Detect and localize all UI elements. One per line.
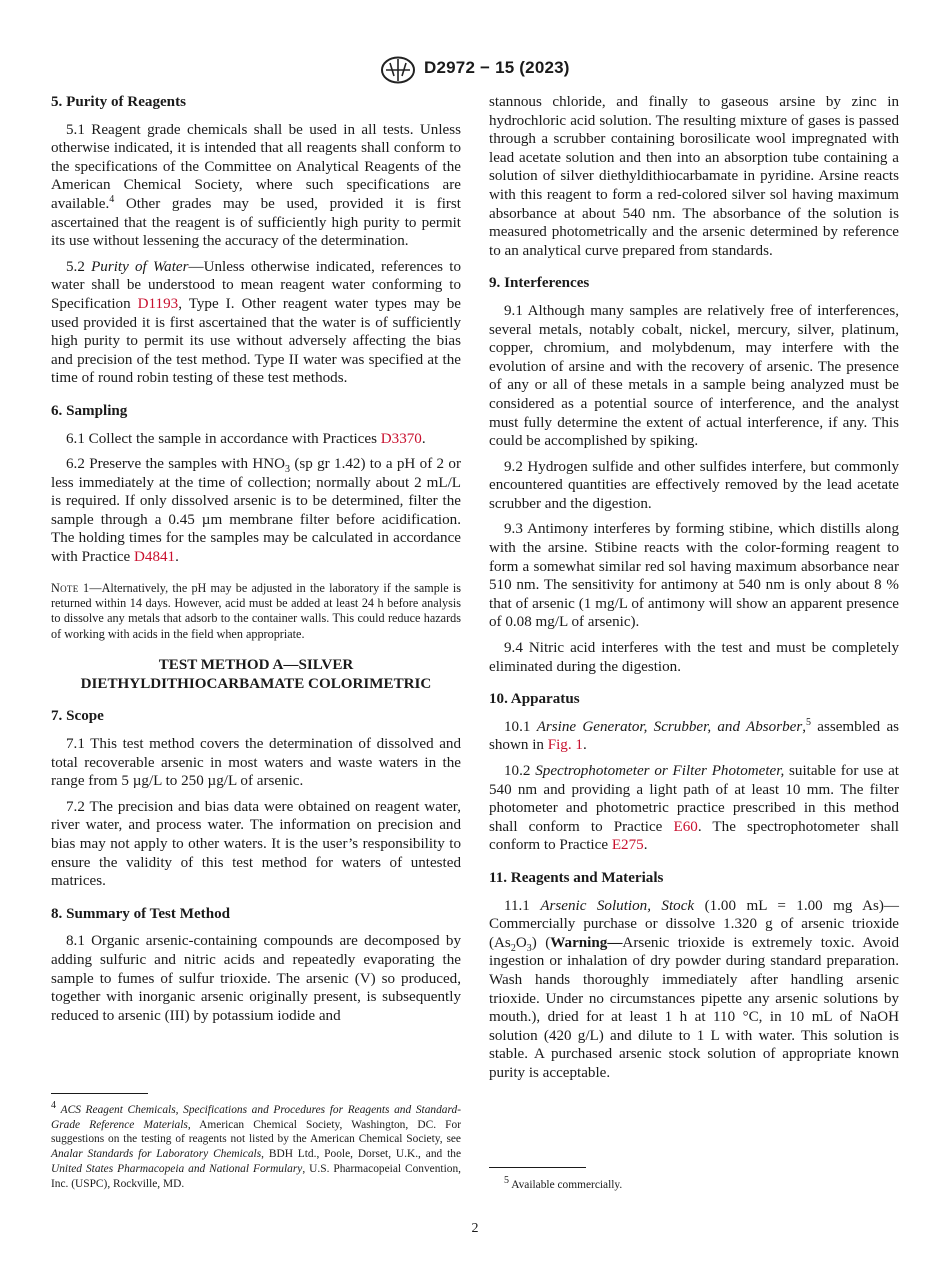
section-9 (489, 274, 899, 676)
note-1: Note 1—Alternatively, the pH may be adjusted in the laboratory if the sample is returned within 14 days. However, acid must be added at least 24 h before analysis to dissolve any metals that adsorb to the container walls. This could reduce hazards of working with acids in the field when appropriate. (51, 580, 461, 641)
section-11 (489, 869, 899, 1083)
section-8-title: 8. Summary of Test Method (51, 905, 231, 922)
para-5-2: 5.2 Purity of Water—Unless otherwise indicated, references to water shall be understood to mean reagent water conforming to Specification D1193, Type I. Other reagent water types may be used provided it is first ascertained that the water is of sufficiently high purity to permit its use without adversely affecting the bias and precision of the test method. Type II water was specified at the time of round robin testing of these test methods. (51, 258, 461, 387)
para-9-4: 9.4 Nitric acid interferes with the test and must be completely eliminated during the digestion. (489, 640, 899, 675)
astm-logo-icon (380, 56, 416, 84)
left-column (51, 93, 461, 1039)
para-6-2: 6.2 Preserve the samples with $HNO_3$ (sp gr 1.42) to a pH of 2 or less immediately at the time of collection; normally about 2 mL/L is required. If only dissolved arsenic is to be determined, filter the sample through a 0.45 µm membrane filter before acidification. The holding times for the samples may be calculated in accordance with Practice D4841. (51, 456, 461, 566)
para-7-2: 7.2 The precision and bias data were obtained on reagent water, river water, and process water. The information on precision and bias may not apply to other waters. It is the user’s responsibility to ensure the validity of this test method for waters of untested matrices. (51, 798, 461, 890)
section-6-title: 6. Sampling (51, 402, 128, 419)
para-5-1: 5.1 Reagent grade chemicals shall be used in all tests. Unless otherwise indicated, it is intended that all reagents shall conform to the specifications of the Committee on Analytical Reagents of the American Chemical Society, where such specifications are available.$^4$ Other grades may be used, provided it is first ascertained that the reagent is of sufficiently high purity to permit its use without lessening the accuracy of the determination. (51, 121, 461, 250)
method-a-heading: TEST METHOD A—SILVER DIETHYLDITHIOCARBAMATE COLORIMETRIC (80, 657, 432, 692)
section-8 (51, 905, 461, 1026)
footnote-5: $^5$ Available commercially. (504, 1175, 623, 1191)
para-8-1: 8.1 Organic arsenic-containing compounds are decomposed by adding sulfuric and nitric acids and repeatedly evaporating the sample to fumes of sulfur trioxide. The arsenic (V) so produced, together with inorganic arsenic originally present, is subsequently reduced to arsenic (III) by potassium iodide and (51, 933, 461, 1024)
para-8-1-continued: stannous chloride, and finally to gaseous arsine by zinc in hydrochloric acid solution. The resulting mixture of gases is passed through a scrubber containing borosilicate wool impregnated with lead acetate solution and then into an absorption tube containing a solution of silver diethyldithiocarbamate in pyridine. Arsine reacts with this reagent to form a red-colored silver sol having maximum absorbance at about 540 nm. The absorbance of the solution is measured photometrically and the arsenic determined by reference to an analytical curve prepared from standards. (489, 94, 899, 259)
para-9-3: 9.3 Antimony interferes by forming stibine, which distills along with the arsine. Stibine reacts with the color-forming reagent to form a somewhat similar red sol having maximum absorbance near 510 nm. The sensitivity for antimony at 540 nm is only about 8 % that of arsenic (1 mg/L of antimony will show an apparent presence of 0.08 mg/L of arsenic). (489, 521, 899, 631)
para-9-2: 9.2 Hydrogen sulfide and other sulfides interfere, but commonly encountered quantities are effectively removed by the lead acetate scrubber and the digestion. (489, 458, 899, 512)
link-fig-1[interactable]: Fig. 1 (547, 737, 583, 754)
footnote-rule-right (489, 1167, 586, 1168)
para-10-1: 10.1 Arsine Generator, Scrubber, and Absorber,$^5$ assembled as shown in Fig. 1. (489, 716, 900, 754)
section-6 (51, 402, 461, 567)
section-7-title: 7. Scope (51, 708, 104, 725)
para-10-2: 10.2 Spectrophotometer or Filter Photometer, suitable for use at 540 nm and providing a light path of at least 10 mm. The filter photometer and photometric practice prescribed in this method shall conform to Practice E60. The spectrophotometer shall conform to Practice E275. (489, 763, 899, 854)
link-d4841[interactable]: D4841 (134, 549, 176, 566)
document-designation: D2972 − 15 (2023) (424, 58, 570, 77)
page-number: 2 (471, 1221, 479, 1236)
link-e60[interactable]: E60 (673, 818, 698, 835)
para-11-1: 11.1 Arsenic Solution, Stock (1.00 mL = 1.00 mg As)—Commercially purchase or dissolve 1.320 g of arsenic trioxide $(As_2O_3)$ (Warning—Arsenic trioxide is extremely toxic. Avoid ingestion or inhalation of dry powder during standard preparation. Wash hands thoroughly immediately after handling arsenic trioxide. Under no circumstances pipette any arsenic solutions by mouth.), dried for at least 1 h at 110 °C, in 10 mL of NaOH solution (420 g/L) and dilute to 1 L with water. This solution is stable. A purchased arsenic stock solution of appropriate known purity is acceptable. (489, 897, 899, 1081)
para-6-1: 6.1 Collect the sample in accordance with Practices D3370. (66, 430, 426, 447)
section-10 (489, 690, 899, 855)
page-header (0, 56, 950, 84)
link-d3370[interactable]: D3370 (380, 430, 422, 447)
section-7 (51, 707, 461, 890)
para-7-1: 7.1 This test method covers the determination of dissolved and total recoverable arsenic in most waters and waste waters in the range from 5 µg/L to 250 µg/L of arsenic. (51, 736, 461, 790)
section-10-title: 10. Apparatus (489, 691, 580, 708)
para-9-1: 9.1 Although many samples are relatively free of interferences, several metals, notably cobalt, nickel, mercury, silver, platinum, copper, chromium, and molybdenum, may interfere with the evolution of arsine and with the recovery of arsenic. The presence of any or all of these metals in a sample being analyzed must be considered as a potential source of interference, and the analyst must fully determine the extent of actual interference, if any. This could be accomplished by spiking. (489, 302, 899, 450)
link-d1193[interactable]: D1193 (137, 295, 179, 312)
section-5 (51, 93, 461, 388)
footnote-rule-left (51, 1093, 148, 1094)
section-5-title: 5. Purity of Reagents (51, 94, 186, 110)
footnote-ref-5[interactable]: 5 (806, 716, 811, 728)
footnote-ref-4[interactable]: 4 (109, 193, 115, 205)
right-column (489, 93, 899, 1097)
link-e275[interactable]: E275 (611, 837, 644, 854)
section-11-title: 11. Reagents and Materials (489, 869, 664, 886)
section-9-title: 9. Interferences (489, 275, 590, 292)
footnote-4: $^4$ ACS Reagent Chemicals, Specifications and Procedures for Reagents and Standard-Grade Reference Materials, American Chemical Society, Washington, DC. For suggestions on the testing of reagents not listed by the American Chemical Society, see Analar Standards for Laboratory Chemicals, BDH Ltd., Poole, Dorset, U.K., and the United States Pharmacopeia and National Formulary, U.S. Pharmacopeial Convention, Inc. (USPC), Rockville, MD. (51, 1100, 462, 1190)
